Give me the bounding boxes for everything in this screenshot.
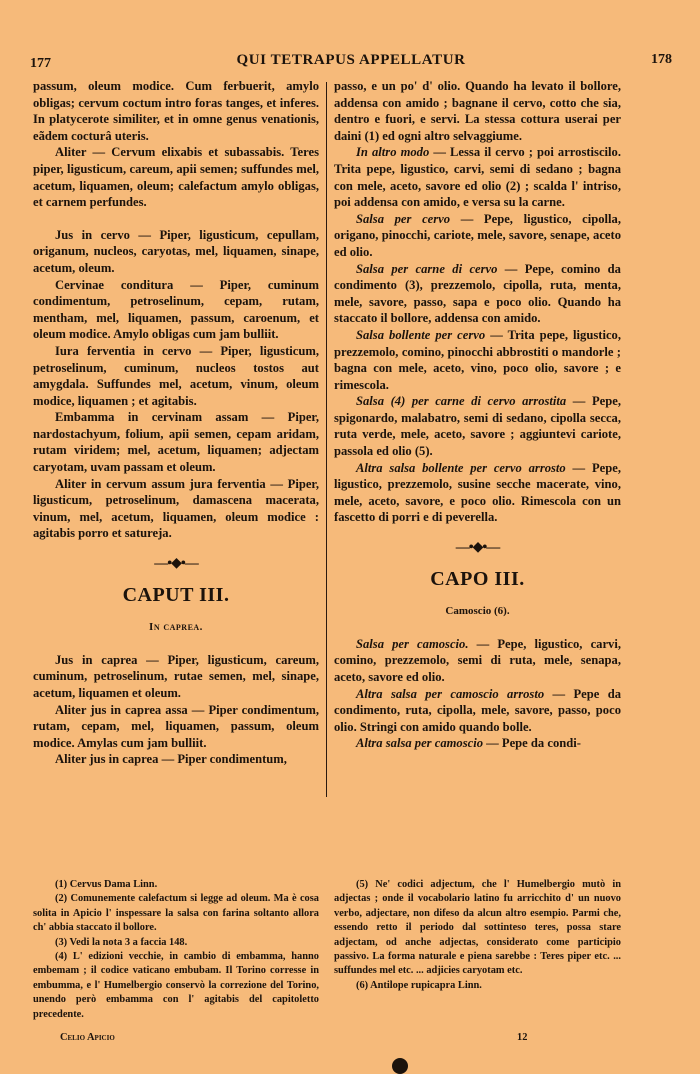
paragraph: Aliter jus in caprea assa — Piper condimentum, rutam, cepam, mel, liquamen, passum, oleum modice. Amylas cum jam bulliit. <box>33 702 319 750</box>
chapter-subtitle: In caprea. <box>149 621 203 634</box>
paragraph: Altra salsa per camoscio — Pepe da condi- <box>356 736 581 751</box>
printer-signature: Celio Apicio <box>60 1032 115 1043</box>
paragraph: passum, oleum modice. Cum ferbuerit, amylo obligas; cervum coctum intro foras tanges, et inferes. In platycerote similiter, et in omne genus venationis, eãdem cocturâ uteris. <box>33 79 319 143</box>
ornament-divider: —•◆•— <box>455 540 500 556</box>
signature-mark: 12 <box>517 1032 528 1043</box>
footnote: (3) Vedi la nota 3 a faccia 148. <box>55 936 188 948</box>
chapter-heading: CAPO III. <box>430 567 525 590</box>
footnotes-left <box>33 878 319 1022</box>
paragraph: Embamma in cervinam assam — Piper, nardostachyum, folium, apii semen, cepam aridam, rutam viridem; mel, acetum, liquamen; adjectam caryotam, uvam passam et oleum. <box>33 410 319 475</box>
recipe-title: Altra salsa per camoscio <box>356 736 483 751</box>
binding-dot <box>392 1058 408 1074</box>
footnote: (6) Antilope rupicapra Linn. <box>356 979 482 991</box>
running-header <box>30 52 672 74</box>
page-number-right: 178 <box>651 52 672 67</box>
paragraph: Altra salsa bollente per cervo arrosto — Pepe, ligustico, prezzemolo, susine secche macerate, vino, mele, aceto, savore, e poco olio. Rimescola con un fascetto di porri e di peverella. <box>334 460 621 525</box>
footnote: (4) L' edizioni vecchie, in cambio di embamma, hanno embemam ; il codice vaticano embubam. Il Torino corresse in embumma, e l' Humelbergio conservò la correzione del Torino, unendo però embamma con l' agitabis del capitoletto precedente. <box>33 951 319 1020</box>
column-divider <box>326 82 327 797</box>
italian-column <box>334 78 621 752</box>
paragraph: In altro modo — Lessa il cervo ; poi arrostiscilo. Trita pepe, ligustico, carvi, semi di sedano ; bagna con mele, aceto, savore ed olio (2) ; scalda l' intriso, poi addensa con amido, e versa su la carne. <box>334 145 621 210</box>
footnote: (5) Ne' codici adjectum, che l' Humelbergio mutò in adjectas ; onde il vocabolario latino fu arricchito d' un nuovo verbo, adjectare, non difeso da alcun altro esempio. Parmi che, essendo retto il periodo dal sottinteso teres, possa stare adjectam, od anche adjectas, considerato come participio passivo. La forma naturale e piena sarebbe : Teres piper etc. ... suffundes mel etc. ... adjicies caryotam etc. <box>334 879 621 977</box>
paragraph: Salsa per camoscio. — Pepe, ligustico, carvi, comino, prezzemolo, semi di ruta, mele, senapa, aceto, savore ed olio. <box>334 636 622 684</box>
recipe-title: In altro modo <box>356 145 430 160</box>
paragraph: Jus in cervo — Piper, ligusticum, cepullam, origanum, nucleos, caryotas, mel, liquamen, sinape, acetum, oleum. <box>33 227 319 275</box>
paragraph: Aliter jus in caprea — Piper condimentum, <box>55 752 287 767</box>
paragraph: Salsa per carne di cervo — Pepe, comino da condimento (3), prezzemolo, cipolla, ruta, menta, mele, savore, passo, sapa e poco olio. Quando ha staccato il bollore, addensa con amido. <box>334 261 621 326</box>
paragraph: Iura ferventia in cervo — Piper, ligusticum, petroselinum, cuminum, nucleos tostos aut amygdala. Suffundes mel, acetum, vinum, oleum modice, liquamen ; et agitabis. <box>33 343 319 408</box>
paragraph: Salsa per cervo — Pepe, ligustico, cipolla, origano, pinocchi, cariote, mele, savore, senape, aceto ed olio. <box>334 211 621 259</box>
recipe-title: Salsa (4) per carne di cervo arrostita <box>356 394 567 409</box>
footnotes-right <box>334 878 621 993</box>
recipe-title: Altra salsa bollente per cervo arrosto <box>356 460 566 475</box>
recipe-title: Salsa per camoscio. <box>356 636 469 651</box>
paragraph: Jus in caprea — Piper, ligusticum, careum, cuminum, petroselinum, rutae semen, mel, sinape, acetum, liquamen et oleum. <box>33 652 319 700</box>
paragraph: Aliter — Cervum elixabis et subassabis. Teres piper, ligusticum, careum, apii semen; suffundes mel, acetum, liquamen, oleum; calefactum amylo obligas, et carnem perfundes. <box>33 145 319 210</box>
paragraph: passo, e un po' d' olio. Quando ha levato il bollore, addensa con amido ; bagnane il cervo, cotto che sia, dentro e fuori, e servi. La stessa cottura userai per daini (1) ed ogni altro selvaggiume. <box>334 79 621 143</box>
paragraph: Altra salsa per camoscio arrosto — Pepe da condimento, ruta, cipolla, mele, savore, passo, poco olio. Stringi con amido quando bolle. <box>334 686 622 734</box>
page-number-left: 177 <box>30 56 51 71</box>
footnote: (2) Comunemente calefactum si legge ad oleum. Ma è cosa solita in Apicio l' inspessare la salsa con farina soltanto allora ch' abbia staccato il bollore. <box>33 893 319 934</box>
recipe-title: Salsa per carne di cervo <box>356 261 498 276</box>
chapter-heading: CAPUT III. <box>122 583 230 606</box>
recipe-title: Salsa bollente per cervo <box>356 327 486 342</box>
paragraph: Aliter in cervum assum jura ferventia — Piper, ligusticum, petroselinum, damascena macerata, vinum, mel, acetum, liquamen, oleum modice : agitabis porro et satureja. <box>33 476 319 541</box>
latin-column <box>33 78 319 768</box>
paragraph: Salsa bollente per cervo — Trita pepe, ligustico, prezzemolo, comino, pinocchi abbrostiti o mandorle ; bagna con mele, aceto, vino, poco olio, savore ; e rimescola. <box>334 327 621 392</box>
footnote: (1) Cervus Dama Linn. <box>55 879 158 890</box>
ornament-divider: —•◆•— <box>154 556 198 572</box>
chapter-subtitle: Camoscio (6). <box>445 605 510 618</box>
running-title: QUI TETRAPUS APPELLATUR <box>236 52 466 68</box>
recipe-title: Salsa per cervo <box>356 211 451 226</box>
paragraph: Cervinae conditura — Piper, cuminum condimentum, petroselinum, cepam, rutam, mentham, mel, liquamen, passum, caroenum, et oleum modice. Amylo obligas cum jam bulliit. <box>33 277 319 342</box>
recipe-title: Altra salsa per camoscio arrosto <box>356 686 545 701</box>
paragraph: Salsa (4) per carne di cervo arrostita — Pepe, spigonardo, malabatro, semi di sedano, cipolla secca, ruta verde, mele, aceto, savore ; aggiuntevi cariote, passola ed olio (5). <box>334 394 621 459</box>
